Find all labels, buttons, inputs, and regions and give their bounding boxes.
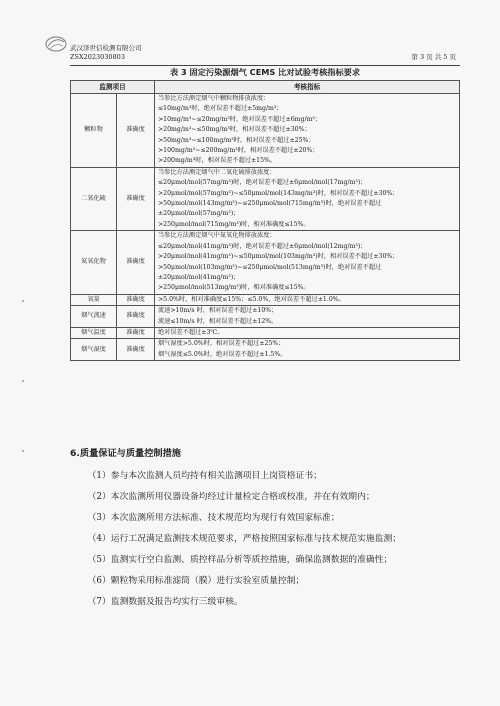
- company-name: 武汉泽世信检测有限公司: [70, 44, 142, 52]
- table-row: [71, 306, 460, 328]
- criteria-line: 烟气湿度>5.0%时，相对误差不超过±25%；: [158, 340, 285, 348]
- row-criteria: [155, 339, 460, 361]
- company-logo-icon: [44, 34, 68, 54]
- list-item: （6）颗粒物采用标准滤筒（膜）进行实验室质量控制；: [87, 576, 305, 586]
- scan-speck: [22, 380, 24, 382]
- criteria-line: >100mg/m³~≤200mg/m³时，相对误差不超过±20%；: [158, 147, 319, 155]
- criteria-line: >5.0%时，相对准确度≤15%；≤5.0%，绝对误差不超过±1.0%。: [158, 295, 345, 303]
- list-item: （1）参与本次监测人员均持有相关监测项目上岗资格证书；: [87, 471, 322, 481]
- header-divider: [70, 65, 460, 66]
- criteria-line: >50μmol/mol(103mg/m³)~≤250μmol/mol(513mg/m³)时，绝对误差不超过±20μmol/mol(41mg/m³)；: [158, 263, 382, 281]
- assessment-table: [70, 80, 460, 361]
- list-item: （4）运行工况满足监测技术规范要求，严格按照国家标准与技术规范实施监测；: [87, 534, 402, 544]
- table-row: [71, 294, 460, 305]
- criteria-line: >20μmol/mol(41mg/m³)~≤50μmol/mol(103mg/m³)时，相对误差不超过±30%；: [158, 253, 399, 261]
- page-number: 第 3 页 共 5 页: [411, 53, 456, 61]
- table-row: [71, 94, 460, 168]
- criteria-line: 烟气湿度≤5.0%时，绝对误差不超过±1.5%。: [158, 350, 287, 358]
- section-body: [70, 466, 466, 613]
- table-header-row: [71, 81, 460, 94]
- row-criteria: [155, 327, 460, 338]
- scan-speck: [22, 450, 24, 452]
- row-metric: 准确度: [117, 231, 155, 294]
- criteria-line: >50μmol/mol(143mg/m³)~≤250μmol/mol(715mg/m³)时，绝对误差不超过±20μmol/mol(57mg/m³)；: [158, 200, 382, 218]
- page-header: [70, 44, 460, 62]
- scan-speck: [22, 300, 24, 302]
- criteria-line: >20mg/m³~≤50mg/m³时，相对误差不超过±30%；: [158, 126, 311, 134]
- list-item: （2）本次监测所用仪器设备均经过计量检定合格或校准，并在有效期内；: [87, 492, 375, 502]
- row-item: 氮氧化物: [71, 231, 117, 294]
- row-criteria: [155, 94, 460, 168]
- criteria-line: 当参比方法测定烟气中二氧化硫排放浓度：: [158, 168, 276, 176]
- criteria-line: 流速≤10m/s 时，相对误差不超过±12%。: [158, 317, 278, 325]
- table-row: [71, 339, 460, 361]
- criteria-line: 当参比方法测定烟气中颗粒物排放浓度：: [158, 95, 270, 102]
- list-item: （3）本次监测所用方法标准、技术规范均为现行有效国家标准；: [87, 513, 340, 523]
- criteria-line: >250μmol/mol(513mg/m³)时，相对准确度≤15%。: [158, 284, 310, 292]
- table-row: [71, 167, 460, 230]
- row-item: 颗粒物: [71, 94, 117, 168]
- row-criteria: [155, 294, 460, 305]
- list-item: （5）监测实行空白监测、质控样品分析等质控措施，确保监测数据的准确性；: [87, 555, 393, 565]
- header-monitor-item: 监测项目: [71, 81, 155, 94]
- row-item: 烟气温度: [71, 327, 117, 338]
- row-metric: 准确度: [117, 327, 155, 338]
- row-criteria: [155, 306, 460, 328]
- row-item: 二氧化硫: [71, 167, 117, 230]
- report-code: ZSX2023030803: [70, 53, 125, 61]
- section-title: 6.质量保证与质量控制措施: [70, 448, 181, 459]
- row-metric: 准确度: [117, 339, 155, 361]
- criteria-line: 流速>10m/s 时，相对误差不超过±10%；: [158, 307, 278, 315]
- criteria-line: ≤20μmol/mol(57mg/m³)时，绝对误差不超过±6μmol/mol(17mg/m³)；: [158, 179, 367, 187]
- row-item: 氧量: [71, 294, 117, 305]
- criteria-line: >200mg/m³时，相对误差不超过±15%。: [158, 157, 277, 165]
- criteria-line: ≤20μmol/mol(41mg/m³)时，绝对误差不超过±6μmol/mol(12mg/m³)；: [158, 242, 367, 250]
- criteria-line: 绝对误差不超过±3℃。: [158, 328, 224, 336]
- row-item: 烟气流速: [71, 306, 117, 328]
- criteria-line: >10mg/m³~≤20mg/m³时，绝对误差不超过±6mg/m³；: [158, 115, 322, 123]
- criteria-line: 当参比方法测定烟气中氮氧化物排放浓度：: [158, 232, 276, 240]
- table-row: [71, 327, 460, 338]
- row-criteria: [155, 167, 460, 230]
- table-title: 表 3 固定污染源烟气 CEMS 比对试验考核指标要求: [169, 67, 361, 77]
- criteria-line: >50mg/m³~≤100mg/m³时，相对误差不超过±25%；: [158, 136, 315, 144]
- criteria-line: ≤10mg/m³时，绝对误差不超过±5mg/m³；: [158, 105, 283, 113]
- row-criteria: [155, 231, 460, 294]
- row-metric: 准确度: [117, 294, 155, 305]
- table-row: [71, 231, 460, 294]
- row-metric: 准确度: [117, 94, 155, 168]
- criteria-line: >20μmol/mol(57mg/m³)~≤50μmol/mol(143mg/m³)时，相对误差不超过±30%；: [158, 189, 399, 197]
- row-item: 烟气湿度: [71, 339, 117, 361]
- row-metric: 准确度: [117, 306, 155, 328]
- row-metric: 准确度: [117, 167, 155, 230]
- criteria-line: >250μmol/mol(715mg/m³)时，相对准确度≤15%。: [158, 220, 310, 228]
- list-item: （7）监测数据及报告均实行三级审核。: [87, 597, 243, 607]
- header-indicator: 考核指标: [155, 81, 460, 94]
